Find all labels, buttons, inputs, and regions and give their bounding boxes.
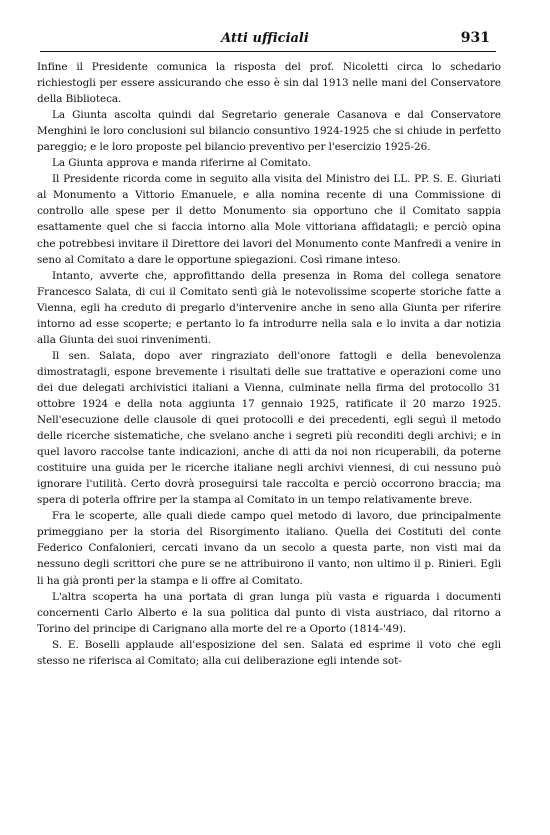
paragraph-boselli: S. E. Boselli applaude all'esposizione del sen. Salata ed esprime il voto che egli stesso ne riferisca al Comitato; alla cui deliberazione egli intende sot- <box>37 638 501 667</box>
paragraph-carlo-alberto: L'altra scoperta ha una portata di gran lunga più vasta e riguarda i documenti concernenti Carlo Alberto e la sua politica dal punto di vista austriaco, dal ritorno a Torino del principe di Carignano alla morte del re a Oporto (1814-'49). <box>37 590 501 635</box>
paragraph-salata-esposizione: Il sen. Salata, dopo aver ringraziato dell'onore fattogli e della benevolenza dimostratagli, espone brevemente i risultati delle sue trattative e operazioni come uno dei due delegati archivistici italiani a Vienna, culminate nella firma del protocollo 31 ottobre 1924 e della nota aggiunta 17 gennaio 1925, ratificate il 20 marzo 1925. Nell'esecuzione delle clausole di quei protocolli e dei precedenti, egli seguì il metodo delle ricerche sistematiche, che svelano anche i segreti più reconditi degli archivi; e in quel lavoro raccolse tante indicazioni, anche di atti da noi non ricuperabili, da poterne costituire una guida per le ricerche italiane negli archivi viennesi, di cui nessuno può ignorare l'utilità. Certo dovrà proseguirsi tale raccolta e perciò occorrono braccia; ma spera di poterla offrire per la stampa al Comitato in un tempo relativamente breve. <box>37 349 501 507</box>
paragraph-bilancio: La Giunta ascolta quindi dal Segretario generale Casanova e dal Conservatore Menghini le loro conclusioni sul bilancio consuntivo 1924-1925 che si chiude in perfetto pareggio; e le loro proposte pel bilancio preventivo per l'esercizio 1925-26. <box>37 109 501 154</box>
paragraph-salata-invito: Intanto, avverte che, approfittando della presenza in Roma del collega senatore Francesco Salata, di cui il Comitato sentì già le notevolissime scoperte storiche fatte a Vienna, egli ha creduto di pregarlo d'intervenire anche in seno alla Giunta per riferire intorno ad esse scoperte; e pertanto lo fa introdurre nella sala e lo invita a dar notizia alla Giunta dei suoi rinvenimenti. <box>37 269 501 346</box>
document-body <box>37 59 501 669</box>
running-head-title: Atti ufficiali <box>221 31 309 46</box>
paragraph-giunta-approva: La Giunta approva e manda riferirne al Comitato. <box>52 157 311 170</box>
header-rule <box>40 51 496 52</box>
paragraph-scoperte: Fra le scoperte, alle quali diede campo quel metodo di lavoro, due principalmente primeggiano per la storia del Risorgimento italiano. Quella dei Costituti del conte Federico Confalonieri, cercati invano da un secolo a questa parte, non visti mai da nessuno degli scrittori che pure se ne attribuirono il vanto, non ultimo il p. Rinieri. Egli li ha già pronti per la stampa e li offre al Comitato. <box>37 510 501 587</box>
running-head <box>40 30 490 50</box>
page-number: 931 <box>460 30 490 46</box>
paragraph-schedario: Infine il Presidente comunica la risposta del prof. Nicoletti circa lo schedario richiestogli per essere assicurando che esso è sin dal 1913 nelle mani del Conservatore della Biblioteca. <box>37 61 501 106</box>
paragraph-monumento: Il Presidente ricorda come in seguito alla visita del Ministro dei LL. PP. S. E. Giuriati al Monumento a Vittorio Emanuele, e alla nomina recente di una Commissione di controllo alle spese per il detto Monumento sia opportuno che il Comitato sappia esattamente quel che si faccia intorno alla Mole vittoriana affidatagli; e perciò opina che potrebbesi invitare il Direttore dei lavori del Monumento conte Manfredi a venire in seno al Comitato a dare le opportune spiegazioni. Così rimane inteso. <box>37 173 501 266</box>
